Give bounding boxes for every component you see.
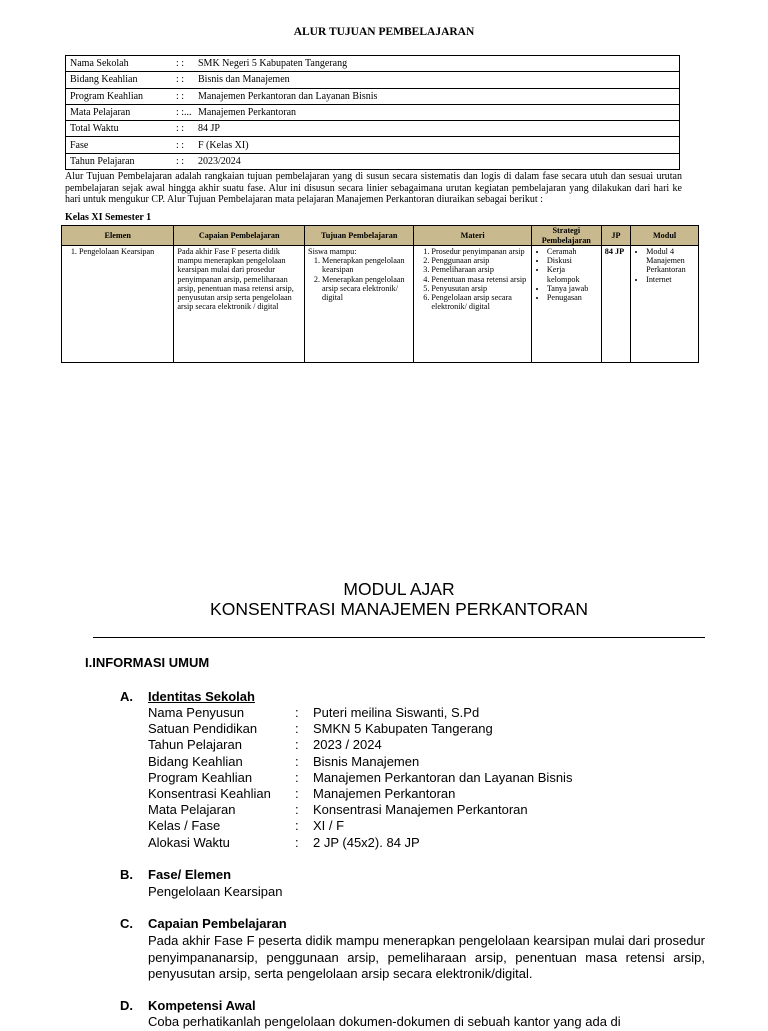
info-value: 84 JP <box>198 123 220 135</box>
school-info-table <box>65 55 680 170</box>
identity-colon: : <box>295 818 299 834</box>
section-b-letter: B. <box>120 867 133 882</box>
identity-colon: : <box>295 786 299 802</box>
list-item: • Kerja kelompok <box>547 265 598 283</box>
section-b-body: Pengelolaan Kearsipan <box>148 884 283 899</box>
cell-tujuan <box>305 246 414 363</box>
list-item: • Diskusi <box>547 256 598 265</box>
identity-row <box>148 786 572 802</box>
info-row <box>66 56 680 72</box>
info-label: Bidang Keahlian <box>66 72 173 88</box>
identity-row <box>148 835 572 851</box>
list-item: • Penugasan <box>547 293 598 302</box>
identity-row <box>148 737 572 753</box>
info-colon: : : <box>176 139 185 151</box>
tujuan-intro: Siswa mampu: <box>308 247 357 256</box>
identity-value: Manajemen Perkantoran dan Layanan Bisnis <box>313 769 573 785</box>
identity-value: Puteri meilina Siswanti, S.Pd <box>313 705 480 720</box>
title-divider <box>93 637 705 638</box>
info-value-cell <box>172 104 680 120</box>
identity-label: Nama Penyusun <box>148 705 245 720</box>
identity-list <box>148 705 572 851</box>
info-value-cell <box>172 153 680 169</box>
identity-value: 2 JP (45x2). 84 JP <box>313 834 420 850</box>
section-b-title: Fase/ Elemen <box>148 867 232 882</box>
header-modul: Modul <box>631 226 699 246</box>
info-row <box>66 88 680 104</box>
identity-label: Alokasi Waktu <box>148 834 230 850</box>
identity-label: Mata Pelajaran <box>148 802 236 818</box>
list-item: • Modul 4 Manajemen Perkantoran <box>646 247 695 275</box>
header-elemen: Elemen <box>62 226 174 246</box>
identity-label: Program Keahlian <box>148 769 253 785</box>
identity-value: Manajemen Perkantoran <box>313 786 456 802</box>
identity-colon: : <box>295 705 299 720</box>
identity-label: Konsentrasi Keahlian <box>148 786 271 802</box>
info-row <box>66 104 680 120</box>
identity-colon: : <box>295 834 299 850</box>
list-item: 2. Penggunaan arsip <box>431 256 527 265</box>
list-item: 5. Penyusutan arsip <box>431 284 527 293</box>
identity-label: Tahun Pelajaran <box>148 737 242 753</box>
info-colon: : :... <box>176 107 192 119</box>
identity-value: Konsentrasi Manajemen Perkantoran <box>313 802 528 818</box>
identity-value: Bisnis Manajemen <box>313 753 420 769</box>
section-c-letter: C. <box>120 916 133 931</box>
info-colon: : : <box>176 123 185 135</box>
list-item: 1. Menerapkan pengelolaan kearsipan <box>322 256 410 274</box>
modul-ajar-title <box>0 579 768 619</box>
list-item: 4. Penentuan masa retensi arsip <box>431 275 527 284</box>
cell-modul <box>631 246 699 363</box>
identity-colon: : <box>295 769 299 785</box>
info-colon: : : <box>176 90 185 102</box>
identity-colon: : <box>295 753 299 769</box>
info-value: Bisnis dan Manajemen <box>198 74 290 86</box>
info-label: Mata Pelajaran <box>66 104 173 120</box>
info-value-cell <box>172 121 680 137</box>
info-value-cell <box>172 56 680 72</box>
cell-materi <box>414 246 531 363</box>
section-c-title: Capaian Pembelajaran <box>148 916 287 931</box>
info-label: Program Keahlian <box>66 88 173 104</box>
identity-row <box>148 754 572 770</box>
section-d-body: Coba perhatikanlah pengelolaan dokumen-dokumen di sebuah kantor yang ada di <box>148 1014 621 1029</box>
cell-jp: 84 JP <box>601 246 630 363</box>
info-value: Manajemen Perkantoran <box>198 107 297 119</box>
list-item: • Ceramah <box>547 247 598 256</box>
info-colon: : : <box>176 58 185 70</box>
list-item: • Tanya jawab <box>547 284 598 293</box>
identity-colon: : <box>295 737 299 753</box>
section-c-body: Pada akhir Fase F peserta didik mampu menerapkan pengelolaan kearsipan mulai dari prosedur penyimpananarsip, penggunaan arsip, pemeliharaan arsip, penentuan masa retensi arsip, penyusutan arsip, serta pengelolaan arsip secara elektronik/digital. <box>148 933 705 981</box>
info-colon: : : <box>176 74 185 86</box>
cell-strategi <box>531 246 601 363</box>
identity-label: Satuan Pendidikan <box>148 721 258 737</box>
section-d-title: Kompetensi Awal <box>148 998 256 1013</box>
cell-capaian: Pada akhir Fase F peserta didik mampu menerapkan pengelolaan kearsipan mulai dari prosedur penyimpanan arsip, pemeliharaan arsip, penentuan masa retensi arsip, penyusutan arsip serta pengelolaan arsip secara elektronik / digital <box>174 246 305 363</box>
header-strategi: Strategi Pembelajaran <box>531 226 601 246</box>
identity-label: Bidang Keahlian <box>148 753 243 769</box>
document-title: ALUR TUJUAN PEMBELAJARAN <box>293 26 475 38</box>
info-row <box>66 72 680 88</box>
info-row <box>66 121 680 137</box>
info-row <box>66 137 680 153</box>
identity-colon: : <box>295 802 299 818</box>
identity-label: Kelas / Fase <box>148 818 221 834</box>
identity-row <box>148 818 572 834</box>
identity-colon: : <box>295 721 299 737</box>
section-d-letter: D. <box>120 998 133 1013</box>
identity-row <box>148 721 572 737</box>
info-value: 2023/2024 <box>198 155 241 167</box>
list-item: 1. Prosedur penyimpanan arsip <box>431 247 527 256</box>
info-label: Nama Sekolah <box>66 56 173 72</box>
identity-row <box>148 705 572 721</box>
identity-row <box>148 770 572 786</box>
table-row <box>62 246 699 363</box>
info-value-cell <box>172 88 680 104</box>
header-jp: JP <box>601 226 630 246</box>
list-item: 6. Pengelolaan arsip secara elektronik/ digital <box>431 293 527 311</box>
semester-label: Kelas XI Semester 1 <box>65 212 152 223</box>
header-capaian: Capaian Pembelajaran <box>174 226 305 246</box>
info-value: Manajemen Perkantoran dan Layanan Bisnis <box>198 90 378 102</box>
list-item: 1. Pengelolaan Kearsipan <box>79 247 170 256</box>
info-value: SMK Negeri 5 Kabupaten Tangerang <box>198 58 348 70</box>
atp-table <box>61 225 699 363</box>
info-row <box>66 153 680 169</box>
info-label: Fase <box>66 137 173 153</box>
identity-value: XI / F <box>313 818 345 834</box>
list-item: 3. Pemeliharaan arsip <box>431 265 527 274</box>
identity-row <box>148 802 572 818</box>
identity-value: SMKN 5 Kabupaten Tangerang <box>313 721 493 737</box>
section-heading-informasi-umum: I.INFORMASI UMUM <box>85 655 210 670</box>
info-value-cell <box>172 72 680 88</box>
info-value: F (Kelas XI) <box>198 139 249 151</box>
section-a-title: Identitas Sekolah <box>148 689 255 704</box>
header-materi: Materi <box>414 226 531 246</box>
modul-title-line1: MODUL AJAR <box>343 579 455 599</box>
list-item: • Internet <box>646 275 695 284</box>
info-value-cell <box>172 137 680 153</box>
info-label: Total Waktu <box>66 121 173 137</box>
list-item: 2. Menerapkan pengelolaan arsip secara elektronik/ digital <box>322 275 410 303</box>
identity-value: 2023 / 2024 <box>313 737 382 753</box>
section-a-letter: A. <box>120 689 133 704</box>
intro-paragraph: Alur Tujuan Pembelajaran adalah rangkaian tujuan pembelajaran yang di susun secara sistematis dan logis di dalam fase secara utuh dan sesuai urutan pembelajaran sejak awal hingga akhir suatu fase. Alur ini disusun secara linier sebagaimana urutan kegiatan pembelajaran yang dilakukan dari hari ke hari untuk mengukur CP. Alur Tujuan Pembelajaran mata pelajaran Manajemen Perkantoran diuraikan sebagai berikut : <box>65 171 682 205</box>
info-label: Tahun Pelajaran <box>66 153 173 169</box>
cell-elemen <box>62 246 174 363</box>
modul-title-line2: KONSENTRASI MANAJEMEN PERKANTORAN <box>210 599 588 619</box>
header-tujuan: Tujuan Pembelajaran <box>305 226 414 246</box>
info-colon: : : <box>176 155 185 167</box>
